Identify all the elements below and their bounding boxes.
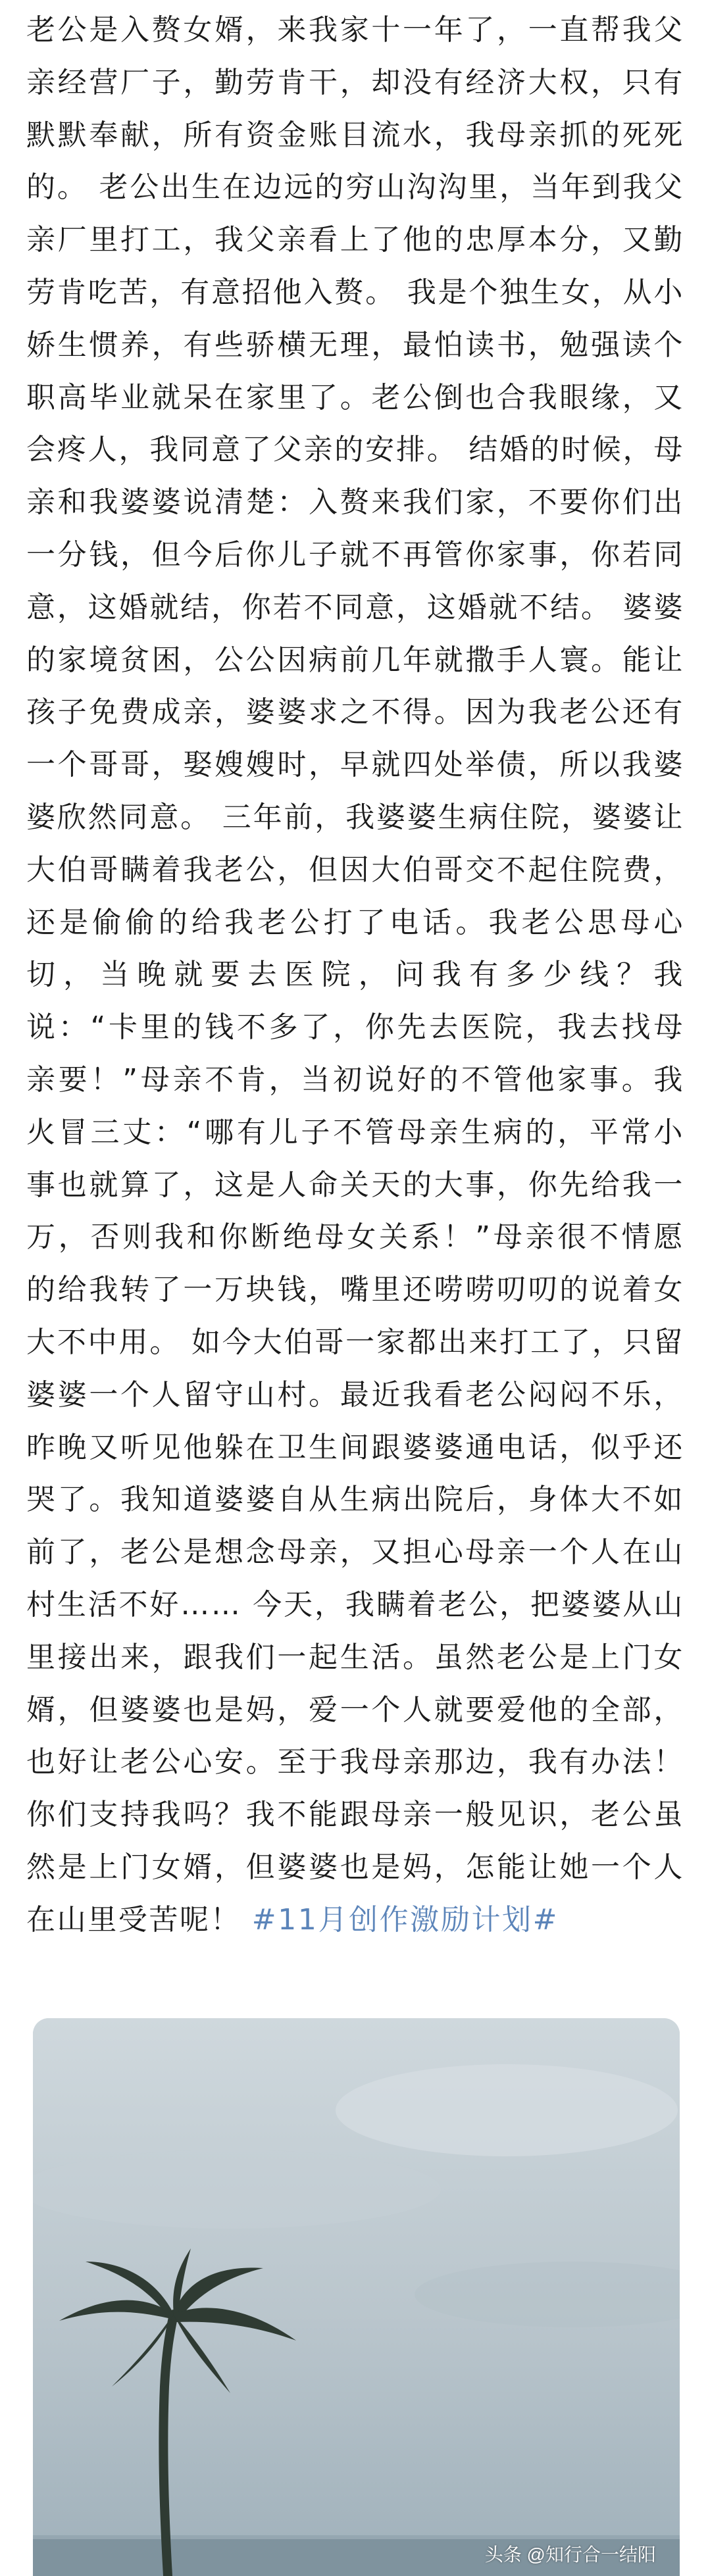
post-body [26, 4, 684, 1946]
hashtag-link[interactable]: #11月创作激励计划# [251, 1902, 559, 1937]
post-image[interactable] [33, 2018, 680, 2576]
post-content [26, 4, 684, 1946]
watermark-text: 头条 @知行合一结阳 [484, 2544, 656, 2565]
palm-tree-seascape-icon [33, 2018, 680, 2576]
post-body-text: 老公是入赘女婿，来我家十一年了，一直帮我父亲经营厂子，勤劳肯干，却没有经济大权，只有默默奉献，所有资金账目流水，我母亲抓的死死的。 老公出生在边远的穷山沟沟里，当年到我父亲厂里打工，我父亲看上了他的忠厚本分，又勤劳肯吃苦，有意招他入赘。 我是个独生女，从小娇生惯养，有些骄横无理，最怕读书，勉强读个职高毕业就呆在家里了。老公倒也合我眼缘，又会疼人，我同意了父亲的安排。 结婚的时候，母亲和我婆婆说清楚：入赘来我们家，不要你们出一分钱，但今后你儿子就不再管你家事，你若同意，这婚就结，你若不同意，这婚就不结。 婆婆的家境贫困，公公因病前几年就撒手人寰。能让孩子免费成亲，婆婆求之不得。因为我老公还有一个哥哥，娶嫂嫂时，早就四处举债，所以我婆婆欣然同意。 三年前，我婆婆生病住院，婆婆让大伯哥瞒着我老公，但因大伯哥交不起住院费，还是偷偷的给我老公打了电话。我老公思母心切，当晚就要去医院，问我有多少线？我说：“卡里的钱不多了，你先去医院，我去找母亲要！”母亲不肯，当初说好的不管他家事。我火冒三丈：“哪有儿子不管母亲生病的，平常小事也就算了，这是人命关天的大事，你先给我一万，否则我和你断绝母女关系！”母亲很不情愿的给我转了一万块钱，嘴里还唠唠叨叨的说着女大不中用。 如今大伯哥一家都出来打工了，只留婆婆一个人留守山村。最近我看老公闷闷不乐，昨晚又听见他躲在卫生间跟婆婆通电话，似乎还哭了。我知道婆婆自从生病出院后，身体大不如前了，老公是想念母亲，又担心母亲一个人在山村生活不好…… 今天，我瞒着老公，把婆婆从山里接出来，跟我们一起生活。虽然老公是上门女婿，但婆婆也是妈，爱一个人就要爱他的全部，也好让老公心安。至于我母亲那边，我有办法！你们支持我吗？我不能跟母亲一般见识，老公虽然是上门女婿，但婆婆也是妈，怎能让她一个人在山里受苦呢！ [26, 13, 684, 1937]
